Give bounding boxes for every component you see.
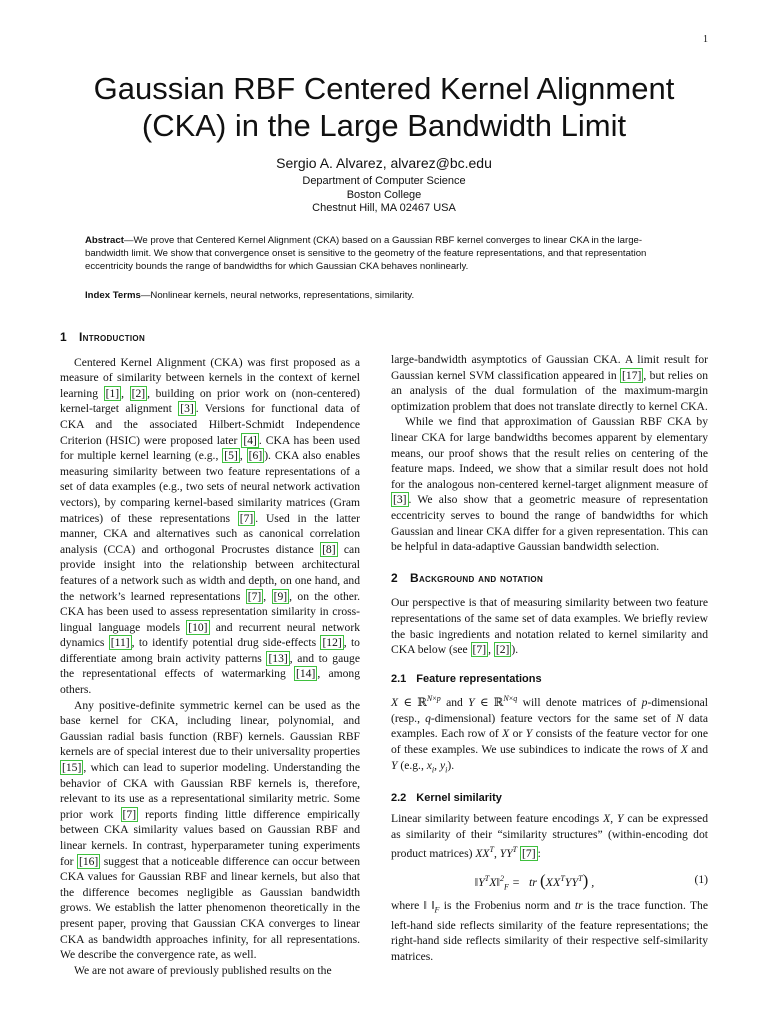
citation-12[interactable]: [12]: [322, 636, 342, 650]
subsection-2-2-heading: [391, 791, 708, 807]
citation-3[interactable]: [3]: [180, 402, 194, 416]
citation-7c[interactable]: [7]: [122, 807, 137, 821]
left-column: [60, 330, 360, 978]
affiliation: [60, 175, 708, 216]
intro-paragraph-2: Any positive-definite symmetric kernel can be used as the base kernel for CKA, including linear, polynomial, and Gaussian radial basis function (RBF) kernels. Gaussian RBF kernels are of special interest due to their universality properties [15] , which can lead to superior modeling. Understanding the behavior of CKA with Gaussian RBF kernels is, therefore, relevant to its use as a representational similarity metric. Some prior work [7] reports finding little difference empirically between CKA similarity values based on Gaussian RBF and linear kernels. In contrast, hyperparameter tuning experiments for [16] suggest that a noticeable difference can occur between CKA values for Gaussian RBF and linear kernels, but also that the difference becomes negligible as Gaussian bandwidth grows. We establish the latter phenomenon theoretically in the present paper, proving that Gaussian CKA converges to linear CKA as bandwidth approaches infinity, for all representations. We describe the convergence rate, as well.: [60, 698, 360, 962]
section-2-heading: [391, 571, 708, 587]
intro-paragraph-3-continued: large-bandwidth asymptotics of Gaussian CKA. A limit result for Gaussian kernel SVM classification appeared in [17] , but relies on an analysis of the dual formulation of the maximum-margin optimization problem that does not translate directly to kernel CKA.: [391, 353, 708, 413]
citation-11[interactable]: [11]: [110, 636, 130, 650]
citation-3b[interactable]: [3]: [393, 493, 407, 507]
author-line: Sergio A. Alvarez, alvarez@bc.edu: [276, 155, 492, 171]
section-2-number: 2: [391, 570, 398, 585]
frobenius-paragraph: where ‖ $‖_F$ is the Frobenius norm and tr is the trace function. The left-hand side reflects similarity of the feature representations; the right-hand side reflects similarity of their respective self-similarity matrices.: [391, 898, 709, 963]
affiliation-institution: Boston College: [346, 188, 422, 201]
title-line-1: Gaussian RBF Centered Kernel Alignment: [93, 71, 675, 106]
abstract-label: Abstract: [85, 235, 124, 246]
feature-representations-paragraph: X ∈ ℝ$^{N\times p}$ and Y ∈ ℝ$^{N\times q}$ will denote matrices of p-dimensional (resp., q-dimensional) feature vectors for the same set of N data examples. Each row of X or Y consists of the feature vector for one of these examples. We use subindices to indicate the rows of X and Y (e.g., $x_i$, $y_i$).: [391, 694, 709, 774]
citation-10[interactable]: [10]: [188, 620, 208, 634]
affiliation-address: Chestnut Hill, MA 02467 USA: [312, 202, 456, 214]
section-1-title: Introduction: [78, 330, 146, 344]
affiliation-department: Department of Computer Science: [302, 175, 466, 187]
citation-9[interactable]: [9]: [273, 589, 288, 603]
citation-2b[interactable]: [2]: [495, 643, 510, 657]
subsection-2-1-number: 2.1: [391, 672, 407, 685]
citation-7[interactable]: [7]: [239, 511, 254, 525]
right-column: [391, 352, 708, 964]
citation-13[interactable]: [13]: [268, 651, 288, 665]
index-terms-text: —Nonlinear kernels, neural networks, representations, similarity.: [140, 290, 415, 301]
citation-4[interactable]: [4]: [243, 433, 257, 447]
intro-paragraph-1: Centered Kernel Alignment (CKA) was first proposed as a measure of similarity between kernels in the context of kernel learning [1] , [2] , building on prior work on (non-centered) kernel-target alignment [3] . Versions for functional data of CKA and the associated Hilbert-Schmidt Independence Criterion (HSIC) were proposed later [4] . CKA has been used for multiple kernel learning (e.g., [5] , [6] ). CKA also enables measuring similarity between two feature representations of a set of data examples (e.g., two sets of neural network activation vectors), by comparing kernel-based similarity matrices (Gram matrices) of these representations [7] . Used in the latter manner, CKA and alternatives such as canonical correlation analysis (CCA) and orthogonal Procrustes distance [8] can provide insight into the relationship between architectural features of a network such as width and depth, on one hand, and the network’s learned representations [7] , [9] , on the other. CKA has been used to assess representation similarity in cross-lingual language models [10] and recurrent neural network dynamics [11] , to identify potential drug side-effects [12] , to differentiate among brain activity patterns [13] , and to gauge the representational effects of watermarking [14] , among others.: [60, 355, 361, 697]
citation-6[interactable]: [6]: [248, 449, 263, 463]
citation-16[interactable]: [16]: [78, 854, 99, 868]
subsection-2-1-title: Feature representations: [416, 672, 542, 685]
title-line-2: (CKA) in the Large Bandwidth Limit: [141, 108, 627, 143]
citation-7e[interactable]: [7]: [522, 847, 536, 861]
abstract-text: —We prove that Centered Kernel Alignment (CKA) based on a Gaussian RBF kernel converges to linear CKA in the large-bandwidth limit. We show that convergence onset is sensitive to the geometry of the feature representations, and that representation eccentricity bounds the range of bandwidths for which Gaussian CKA behaves nonlinearly.: [85, 235, 647, 272]
section-1-heading: [60, 330, 360, 346]
citation-7d[interactable]: [7]: [472, 643, 487, 657]
citation-15[interactable]: [15]: [62, 761, 82, 775]
section-1-number: 1: [60, 330, 67, 344]
background-paragraph: Our perspective is that of measuring similarity between two feature representations of the same set of data examples. We briefly review the basic ingredients and notation related to kernel similarity and CKA below (see [7] , [2] ).: [391, 596, 708, 657]
paper-title: [60, 70, 708, 144]
citation-5[interactable]: [5]: [224, 449, 238, 463]
kernel-similarity-paragraph: Linear similarity between feature encodings X, Y can be expressed as similarity of their “similarity structures” (within-encoding dot product matrices) $XX^T$, $YY^T$ [7] :: [391, 812, 708, 861]
citation-14[interactable]: [14]: [296, 667, 316, 681]
abstract: [85, 234, 683, 273]
subsection-2-2-title: Kernel similarity: [416, 792, 502, 805]
citation-1[interactable]: [1]: [105, 386, 120, 400]
citation-8[interactable]: [8]: [322, 542, 336, 556]
subsection-2-2-number: 2.2: [391, 792, 407, 805]
index-terms-label: Index Terms: [85, 290, 141, 301]
citation-17[interactable]: [17]: [622, 368, 642, 382]
subsection-2-1-heading: [391, 672, 708, 688]
equation-1-body: $‖Y^TX‖^2_F$ = tr $(XX^TYY^T)$ ,: [474, 870, 595, 892]
equation-1-number: (1): [694, 872, 708, 886]
citation-7b[interactable]: [7]: [247, 589, 262, 603]
index-terms: [85, 289, 683, 302]
equation-1: [391, 866, 708, 894]
intro-paragraph-4: While we find that approximation of Gaussian RBF CKA by linear CKA for large bandwidths becomes apparent by elementary means, our proof shows that the result relies on centering of the feature maps. Indeed, we show that a similar result does not hold for the analogous non-centered kernel-target alignment measure of [3] . We also show that a geometric measure of representation eccentricity serves to bound the range of bandwidths for which Gaussian and linear CKA differ for a given representation. This can be helpful in data-adaptive Gaussian bandwidth selection.: [391, 415, 708, 554]
section-2-title: Background and notation: [409, 570, 544, 585]
page-number: 1: [703, 34, 708, 45]
citation-2[interactable]: [2]: [131, 386, 146, 400]
intro-paragraph-3-start: We are not aware of previously published results on the: [74, 963, 332, 977]
